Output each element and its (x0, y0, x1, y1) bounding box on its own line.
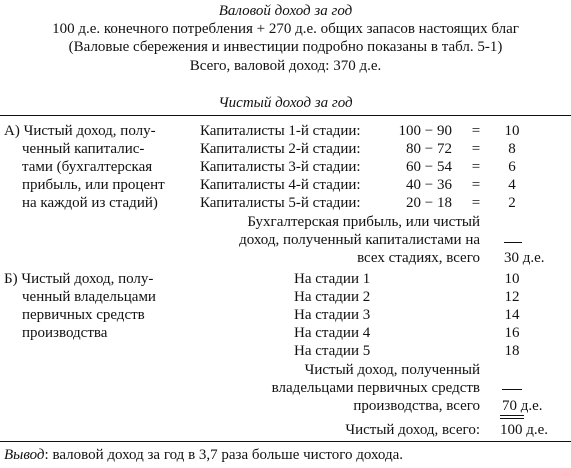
section-a-label-line: тами (бухгалтерская (22, 159, 153, 175)
stage-value: 10 (504, 271, 520, 287)
section-a-label-line: А) Чистый доход, полу- (4, 123, 156, 139)
stage-value: 18 (504, 343, 520, 359)
stage-value: 12 (504, 289, 520, 305)
capitalist-stage-label: Капиталисты 1-й стадии: (200, 123, 361, 139)
section-a-label-line: ченный капиталис- (22, 141, 145, 157)
section-b-total-label: владельцами первичных средств (271, 380, 480, 396)
stage-label: На стадии 4 (294, 325, 371, 341)
capitalist-stage-expr: 60 − 54 (406, 159, 452, 175)
gross-income-title: Валовой доход за год (218, 3, 353, 19)
stage-label: На стадии 2 (294, 289, 371, 305)
section-b-label-line: первичных средств (22, 307, 145, 323)
stage-label: На стадии 1 (294, 271, 371, 287)
capitalist-stage-label: Капиталисты 4-й стадии: (200, 177, 361, 193)
capitalist-stage-expr: 100 − 90 (398, 123, 452, 139)
section-a-label-line: на каждой из стадий) (22, 195, 158, 211)
section-b-total-label: производства, всего (353, 398, 480, 414)
stage-value: 16 (504, 325, 520, 341)
section-a-total-label: всех стадиях, всего (357, 250, 480, 266)
conclusion (4, 446, 403, 464)
section-b-total-value: 70 д.е. (502, 398, 543, 414)
section-a-total-value: 30 д.е. (504, 250, 545, 266)
gross-income-line1: 100 д.е. конечного потребления + 270 д.е. общих запасов настоящих благ (52, 21, 519, 37)
sum-double-line-bottom (500, 418, 524, 419)
capitalist-stage-expr: 20 − 18 (406, 195, 452, 211)
capitalist-stage-expr: 80 − 72 (406, 141, 452, 157)
capitalist-stage-label: Капиталисты 3-й стадии: (200, 159, 361, 175)
section-b-label-line: Б) Чистый доход, полу- (4, 271, 154, 287)
grand-total-value: 100 д.е. (500, 422, 549, 438)
capitalist-stage-label: Капиталисты 5-й стадии: (200, 195, 361, 211)
section-b-total-label: Чистый доход, полученный (304, 362, 480, 378)
capitalist-stage-value: 2 (508, 195, 516, 211)
sum-double-line-top (500, 415, 524, 416)
equals-sign: = (471, 159, 481, 175)
capitalist-stage-value: 8 (508, 141, 516, 157)
capitalist-stage-value: 6 (508, 159, 516, 175)
equals-sign: = (471, 177, 481, 193)
stage-label: На стадии 3 (294, 307, 371, 323)
grand-total-label: Чистый доход, всего: (345, 422, 480, 438)
section-a-total-label: Бухгалтерская прибыль, или чистый (247, 214, 480, 230)
equals-sign: = (471, 123, 481, 139)
section-a-label-line: прибыль, или процент (22, 177, 165, 193)
section-b-label-line: ченный владельцами (22, 289, 156, 305)
bottom-rule (0, 441, 571, 442)
gross-income-line2: (Валовые сбережения и инвестиции подробно показаны в табл. 5-1) (68, 39, 503, 55)
capitalist-stage-value: 10 (504, 123, 520, 139)
section-b-label-line: производства (22, 325, 108, 341)
conclusion-prefix: Вывод (4, 447, 45, 463)
gross-income-total: Всего, валовой доход: 370 д.е. (189, 58, 382, 74)
capitalist-stage-value: 4 (508, 177, 516, 193)
sum-line (504, 242, 522, 243)
section-a-total-label: доход, полученный капиталистами на (239, 232, 480, 248)
equals-sign: = (471, 141, 481, 157)
equals-sign: = (471, 195, 481, 211)
sum-line (502, 389, 522, 390)
net-income-title: Чистый доход за год (218, 95, 353, 111)
stage-value: 14 (504, 307, 520, 323)
conclusion-text: : валовой доход за год в 3,7 раза больше чистого дохода. (44, 447, 404, 463)
stage-label: На стадии 5 (294, 343, 371, 359)
capitalist-stage-label: Капиталисты 2-й стадии: (200, 141, 361, 157)
top-rule (0, 115, 571, 116)
capitalist-stage-expr: 40 − 36 (406, 177, 452, 193)
